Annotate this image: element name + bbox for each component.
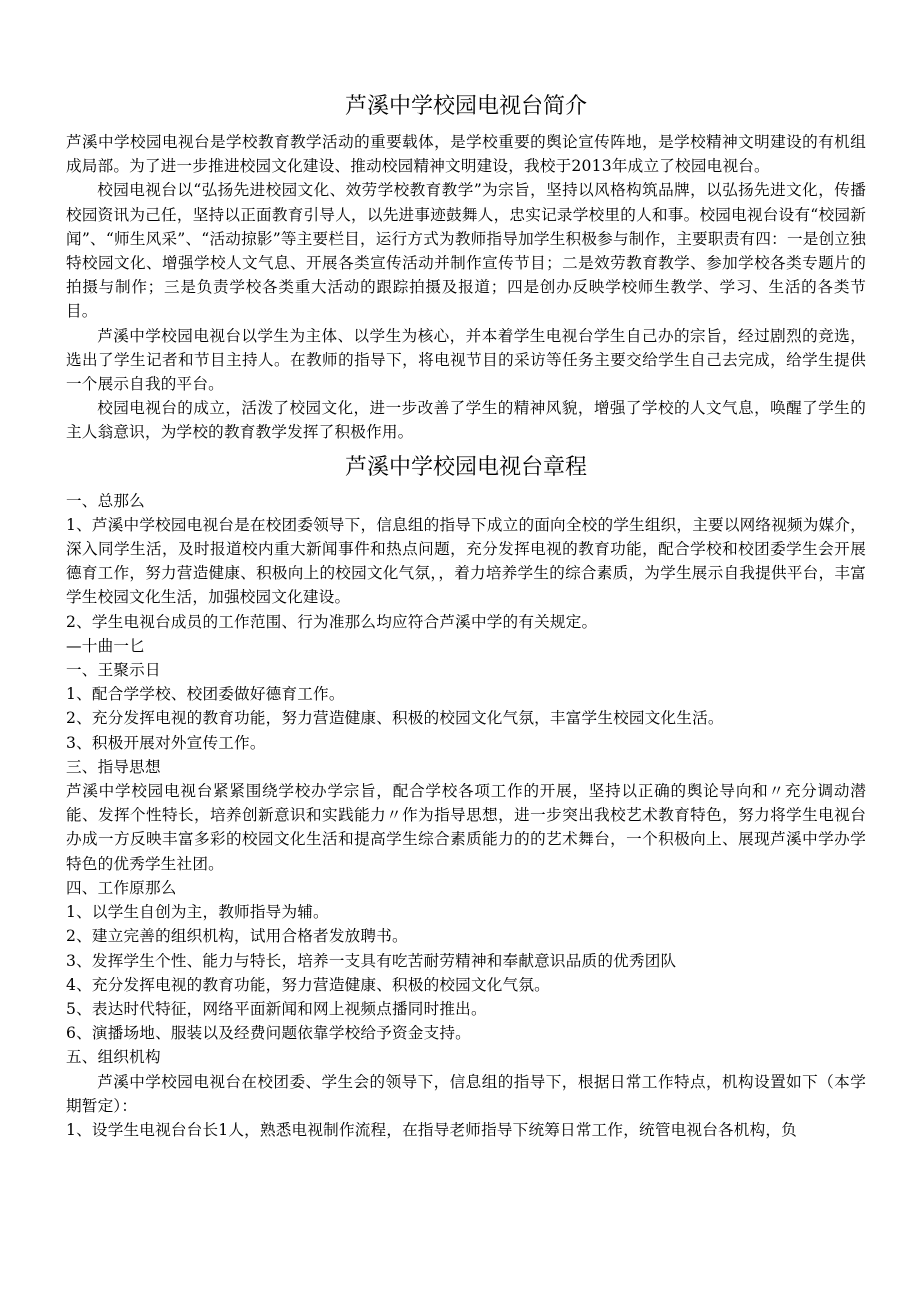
intro-paragraph-2: 校园电视台以“弘扬先进校园文化、效劳学校教育教学”为宗旨，坚持以风格构筑品牌，以弘扬先进文化，传播校园资讯为己任，坚持以正面教育引导人，以先进事迹鼓舞人，忠实记录学校里的人和事。校园电视台设有“校园新闻”、“师生风采”、“活动掠影”等主要栏目，运行方式为教师指导加学生积极参与制作，主要职责有四：一是创立独特校园文化、增强学校人文气息、开展各类宣传活动并制作宣传节目；二是效劳教育教学、参加学校各类专题片的拍摄与制作；三是负责学校各类重大活动的跟踪拍摄及报道；四是创办反映学校师生教学、学习、生活的各类节目。 [66,181,866,321]
charter-principle-item-3: 3、发挥学生个性、能力与特长，培养一支具有吃苦耐劳精神和奉献意识品质的优秀团队 [66,951,677,970]
charter-principle-item-4: 4、充分发挥电视的教育功能，努力营造健康、积极的校园文化气氛。 [66,975,550,994]
charter-section-principles-heading: 四、工作原那么 [66,878,177,897]
document-page [66,92,866,1142]
charter-section-purpose-heading: 一、王聚示日 [66,661,161,680]
intro-title: 芦溪中学校园电视台简介 [344,94,587,119]
charter-purpose-item-3: 3、积极开展对外宣传工作。 [66,733,266,752]
charter-purpose-item-1: 1、配合学学校、校团委做好德育工作。 [66,685,345,704]
charter-title: 芦溪中学校园电视台章程 [344,454,587,480]
charter-general-item-2: 2、学生电视台成员的工作范围、行为准那么均应符合芦溪中学的有关规定。 [66,612,598,631]
charter-principle-item-1: 1、以学生自创为主，教师指导为辅。 [66,903,329,922]
charter-principle-item-6: 6、演播场地、服装以及经费问题依靠学校给予资金支持。 [66,1024,471,1043]
charter-principle-item-5: 5、表达时代特征，网络平面新闻和网上视频点播同时推出。 [66,999,487,1018]
charter-section-organization-heading: 五、组织机构 [66,1048,161,1067]
charter-purpose-item-2: 2、充分发挥电视的教育功能，努力营造健康、积极的校园文化气氛，丰富学生校园文化生活。 [66,709,724,728]
charter-garbled-line: —十曲一匕 [66,636,145,655]
charter-organization-paragraph: 芦溪中学校园电视台在校团委、学生会的领导下，信息组的指导下，根据日常工作特点，机构设置如下（本学期暂定）： [66,1072,866,1115]
intro-paragraph-3: 芦溪中学校园电视台以学生为主体、以学生为核心，并本着学生电视台学生自己办的宗旨，经过剧烈的竞选，选出了学生记者和节目主持人。在教师的指导下，将电视节目的采访等任务主要交给学生自己去完成，给学生提供一个展示自我的平台。 [66,326,866,394]
intro-paragraph-1: 芦溪中学校园电视台是学校教育教学活动的重要载体，是学校重要的舆论宣传阵地，是学校精神文明建设的有机组成局部。为了进一步推进校园文化建设、推动校园精神文明建设，我校于2013年成立了校园电视台。 [66,133,866,176]
charter-section-general-heading: 一、总那么 [66,491,145,510]
charter-general-item-1: 1、芦溪中学校园电视台是在校团委领导下，信息组的指导下成立的面向全校的学生组织，主要以网络视频为媒介，深入同学生活，及时报道校内重大新闻事件和热点问题，充分发挥电视的教育功能，配合学校和校团委学生会开展德育工作，努力营造健康、积极向上的校园文化气氛，，着力培养学生的综合素质，为学生展示自我提供平台，丰富学生校园文化生活，加强校园文化建设。 [66,515,866,607]
charter-principle-item-2: 2、建立完善的组织机构，试用合格者发放聘书。 [66,927,408,946]
intro-paragraph-4: 校园电视台的成立，活泼了校园文化，进一步改善了学生的精神风貌，增强了学校的人文气息，唤醒了学生的主人翁意识，为学校的教育教学发挥了积极作用。 [66,399,866,442]
charter-guiding-paragraph: 芦溪中学校园电视台紧紧围绕学校办学宗旨，配合学校各项工作的开展，坚持以正确的舆论导向和〃充分调动潜能、发挥个性特长，培养创新意识和实践能力〃作为指导思想，进一步突出我校艺术教育特色，努力将学生电视台办成一方反映丰富多彩的校园文化生活和提高学生综合素质能力的的艺术舞台，一个积极向上、展现芦溪中学办学特色的优秀学生社团。 [66,782,866,873]
charter-organization-item-1: 1、设学生电视台台长1人，熟悉电视制作流程，在指导老师指导下统筹日常工作，统管电视台各机构，负 [66,1120,797,1139]
charter-section-guiding-heading: 三、指导思想 [66,757,161,776]
